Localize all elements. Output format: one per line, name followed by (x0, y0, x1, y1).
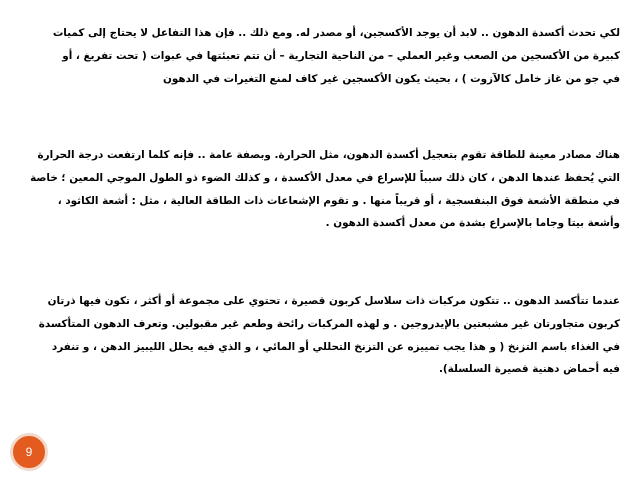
paragraph-fat-oxidation-oxygen (24, 22, 620, 90)
paragraph-line: فيه أحماض دهنية قصيرة السلسلة). (438, 363, 620, 376)
paragraph-line: التي يُحفظ عندها الدهن ، كان ذلك سبباً للإسراع في معدل الأكسدة ، و كذلك الضوء ذو الطول الموجي المعين ؛ خاصة (30, 171, 620, 184)
paragraph-line: عندما تتأكسد الدهون .. تتكون مركبات ذات سلاسل كربون قصيرة ، تحتوي على مجموعة أو أكثر ، تكون فيها ذرتان (47, 295, 620, 307)
page-number: 9 (25, 445, 33, 459)
paragraph-energy-sources (24, 144, 620, 235)
paragraph-rancidity (24, 290, 620, 381)
paragraph-line: هناك مصادر معينة للطاقة تقوم بتعجيل أكسدة الدهون، مثل الحرارة. وبصفة عامة .. فإنه كلما ارتفعت درجة الحرارة (37, 149, 620, 161)
paragraph-line: في الغذاء باسم التزنخ ( و هذا يجب تمييزه عن التزنخ التحللي أو المائي ، و الذي فيه يحلل الليبيز الدهن ، و تنفرد (51, 340, 620, 353)
paragraph-line: كربون متجاورتان غير مشبعتين بالإيدروجين . و لهذه المركبات رائحة وطعم غير مقبولين. وتعرف الدهون المتأكسدة (38, 317, 620, 330)
paragraph-line: في جو من غاز خامل كالآزوت ) ، بحيث يكون الأكسجين غير كاف لمنع التغيرات في الدهون (163, 72, 620, 85)
paragraph-line: لكي تحدث أكسدة الدهون .. لابد أن يوجد الأكسجين، أو مصدر له. ومع ذلك .. فإن هذا التفاعل لا يحتاج إلى كميات (52, 27, 620, 39)
paragraph-line: وأشعة بيتا وجاما بالإسراع بشدة من معدل أكسدة الدهون . (325, 217, 620, 230)
paragraph-line: في منطقة الأشعة فوق البنفسجية ، أو قريباً منها . و تقوم الإشعاعات ذات الطاقة العالية ، مثل : أشعة الكاثود ، (57, 194, 620, 207)
paragraph-line: كبيرة من الأكسجين من الصعب وغير العملي – من الناحية التجارية – أن تتم تعبئتها في عبوات ( تحت تفريغ ، أو (62, 49, 620, 62)
page-number-badge (10, 433, 48, 471)
